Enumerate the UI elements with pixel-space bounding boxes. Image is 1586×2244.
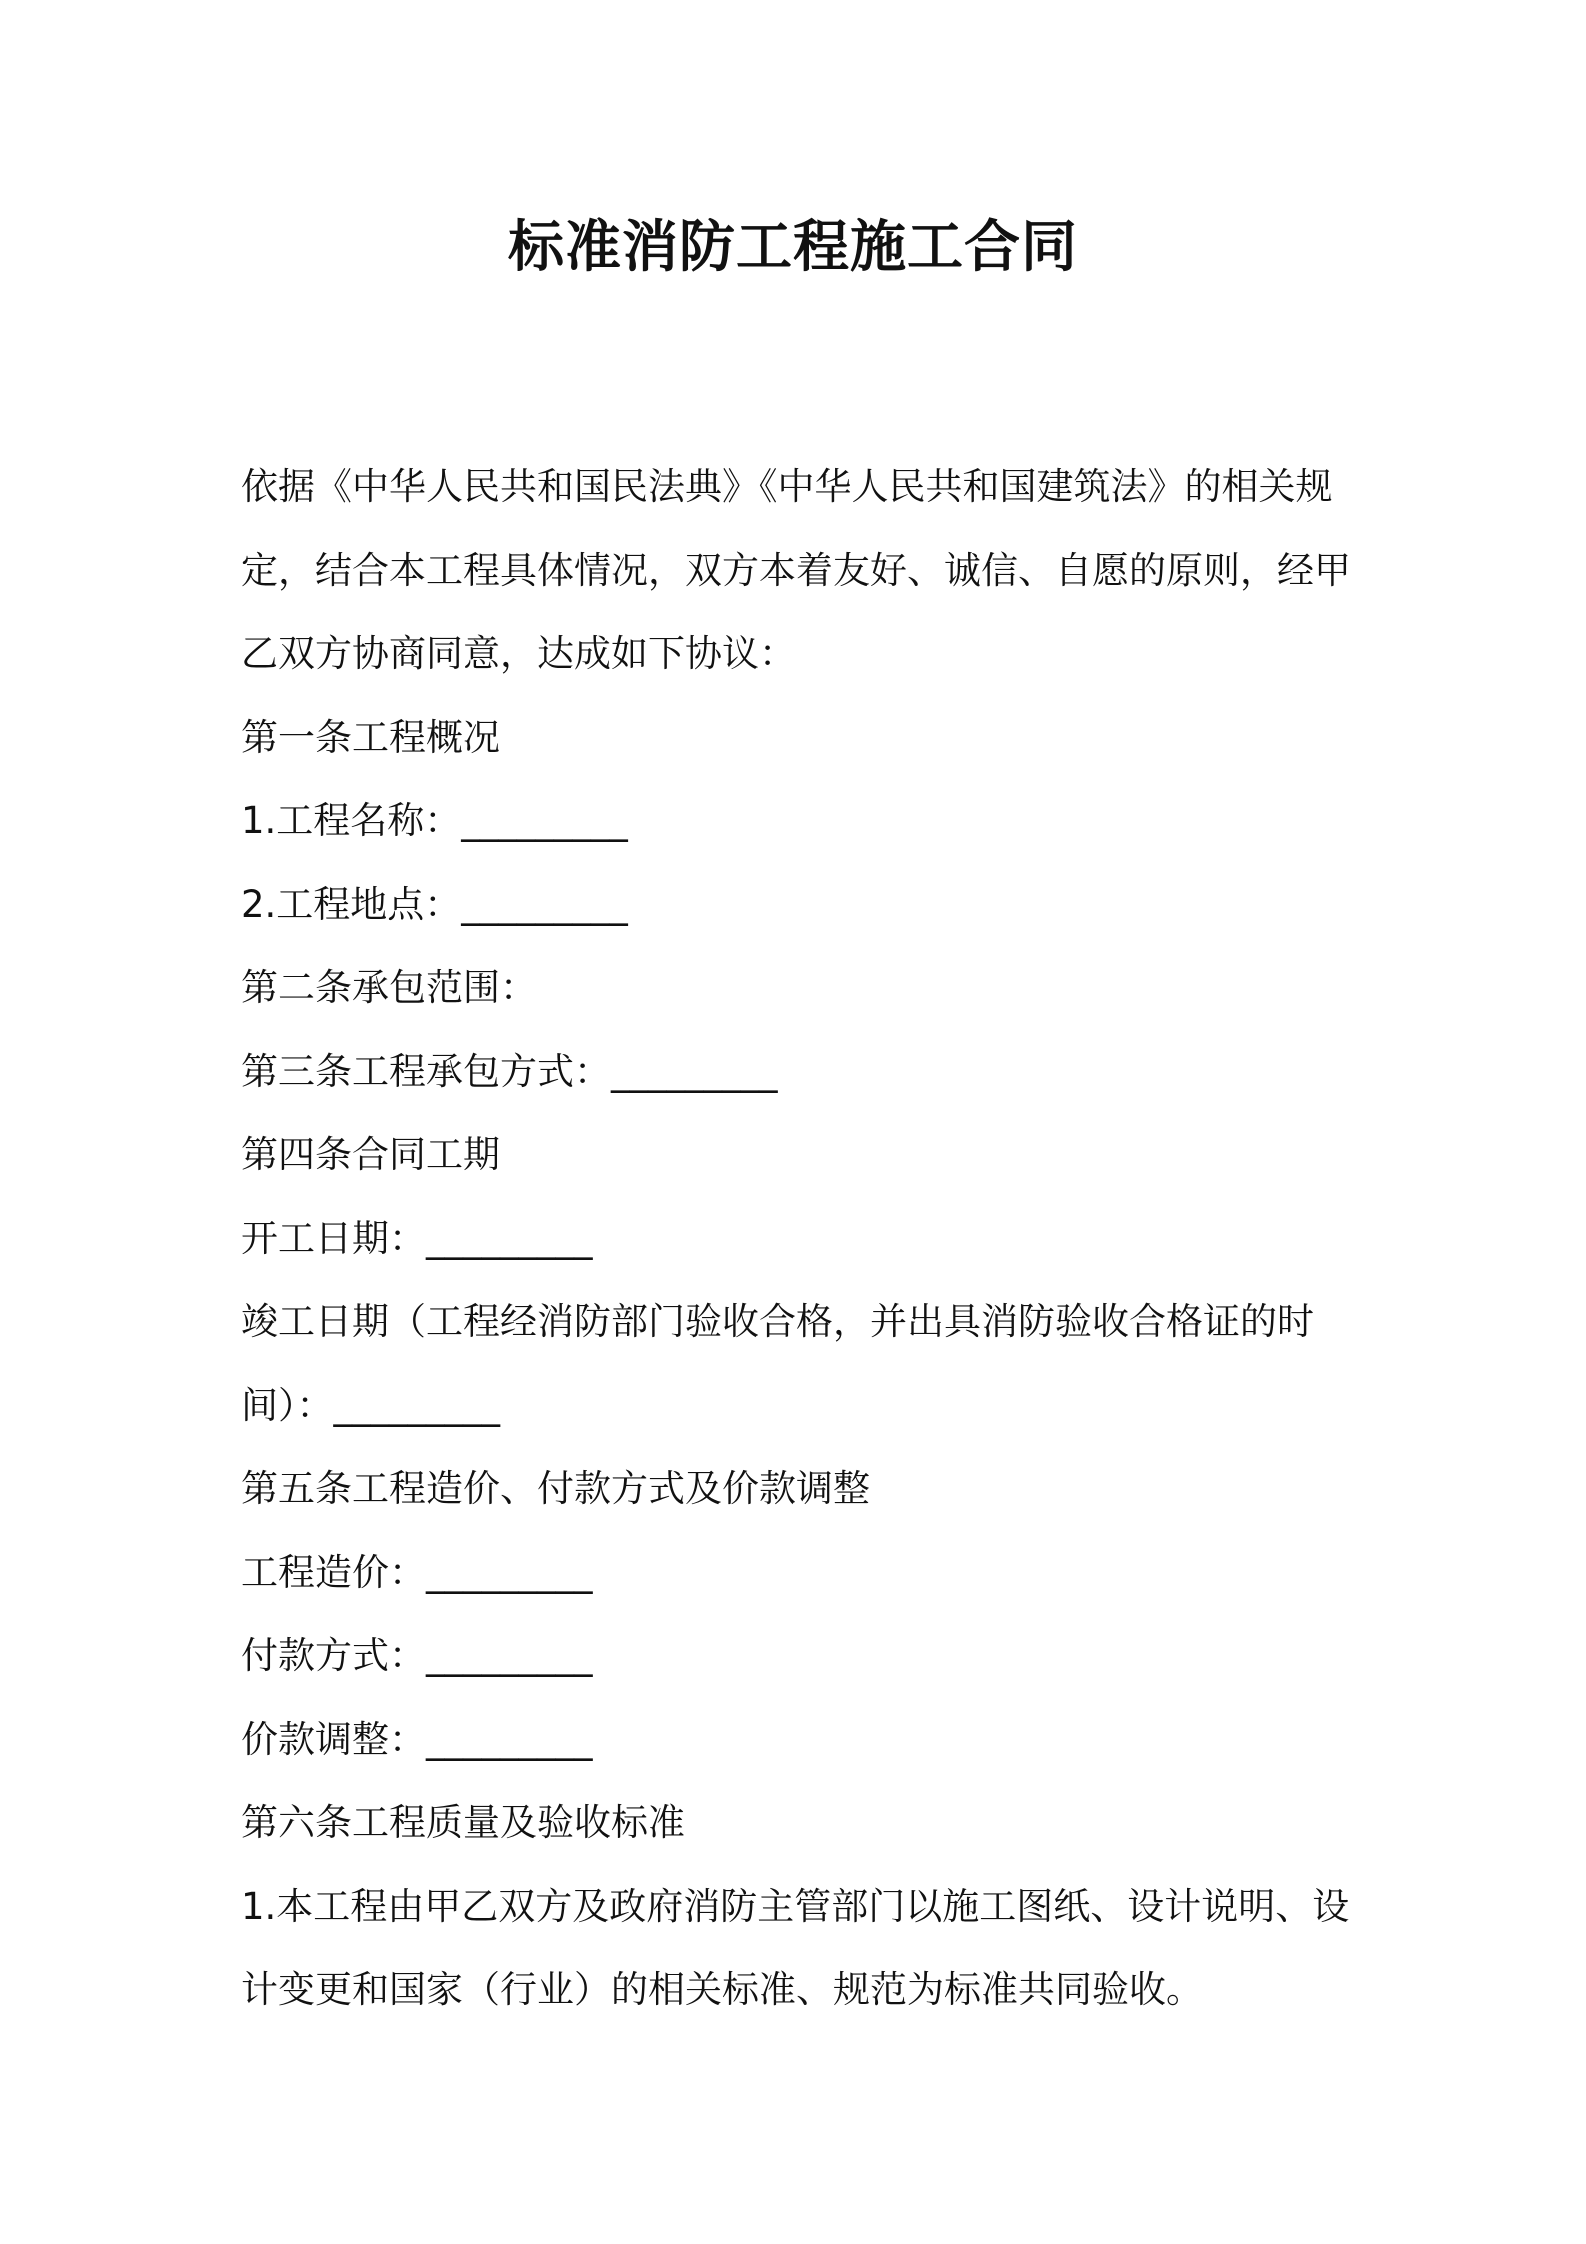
project-location-field: 2.工程地点：_________ [241,882,628,926]
document-body [241,445,1355,2032]
quality-clause-line-2: 计变更和国家（行业）的相关标准、规范为标准共同验收。 [241,1968,1203,2011]
article-2-heading: 第二条承包范围： [241,966,537,1009]
project-name-field: 1.工程名称：_________ [241,799,628,842]
document-title: 标准消防工程施工合同 [508,215,1078,280]
completion-date-line-1: 竣工日期（工程经消防部门验收合格，并出具消防验收合格证的时 [241,1300,1314,1343]
completion-date-line-2: 间）：_________ [241,1383,500,1427]
article-4-heading: 第四条合同工期 [241,1133,500,1176]
article-1-heading: 第一条工程概况 [241,715,500,759]
intro-line-2: 定，结合本工程具体情况，双方本着友好、诚信、自愿的原则，经甲 [241,548,1351,592]
quality-clause-line-1: 1.本工程由甲乙双方及政府消防主管部门以施工图纸、设计说明、设 [241,1884,1350,1928]
payment-method-field: 付款方式：_________ [241,1634,593,1677]
price-adjustment-field: 价款调整：_________ [241,1717,593,1761]
article-6-heading: 第六条工程质量及验收标准 [241,1801,685,1844]
start-date-field: 开工日期：_________ [241,1216,593,1260]
article-5-heading: 第五条工程造价、付款方式及价款调整 [241,1467,870,1510]
project-cost-field: 工程造价：_________ [241,1550,593,1594]
intro-line-3: 乙双方协商同意，达成如下协议： [241,632,796,675]
intro-line-1: 依据《中华人民共和国民法典》《中华人民共和国建筑法》的相关规 [241,465,1333,508]
article-3-heading: 第三条工程承包方式：_________ [241,1049,778,1093]
